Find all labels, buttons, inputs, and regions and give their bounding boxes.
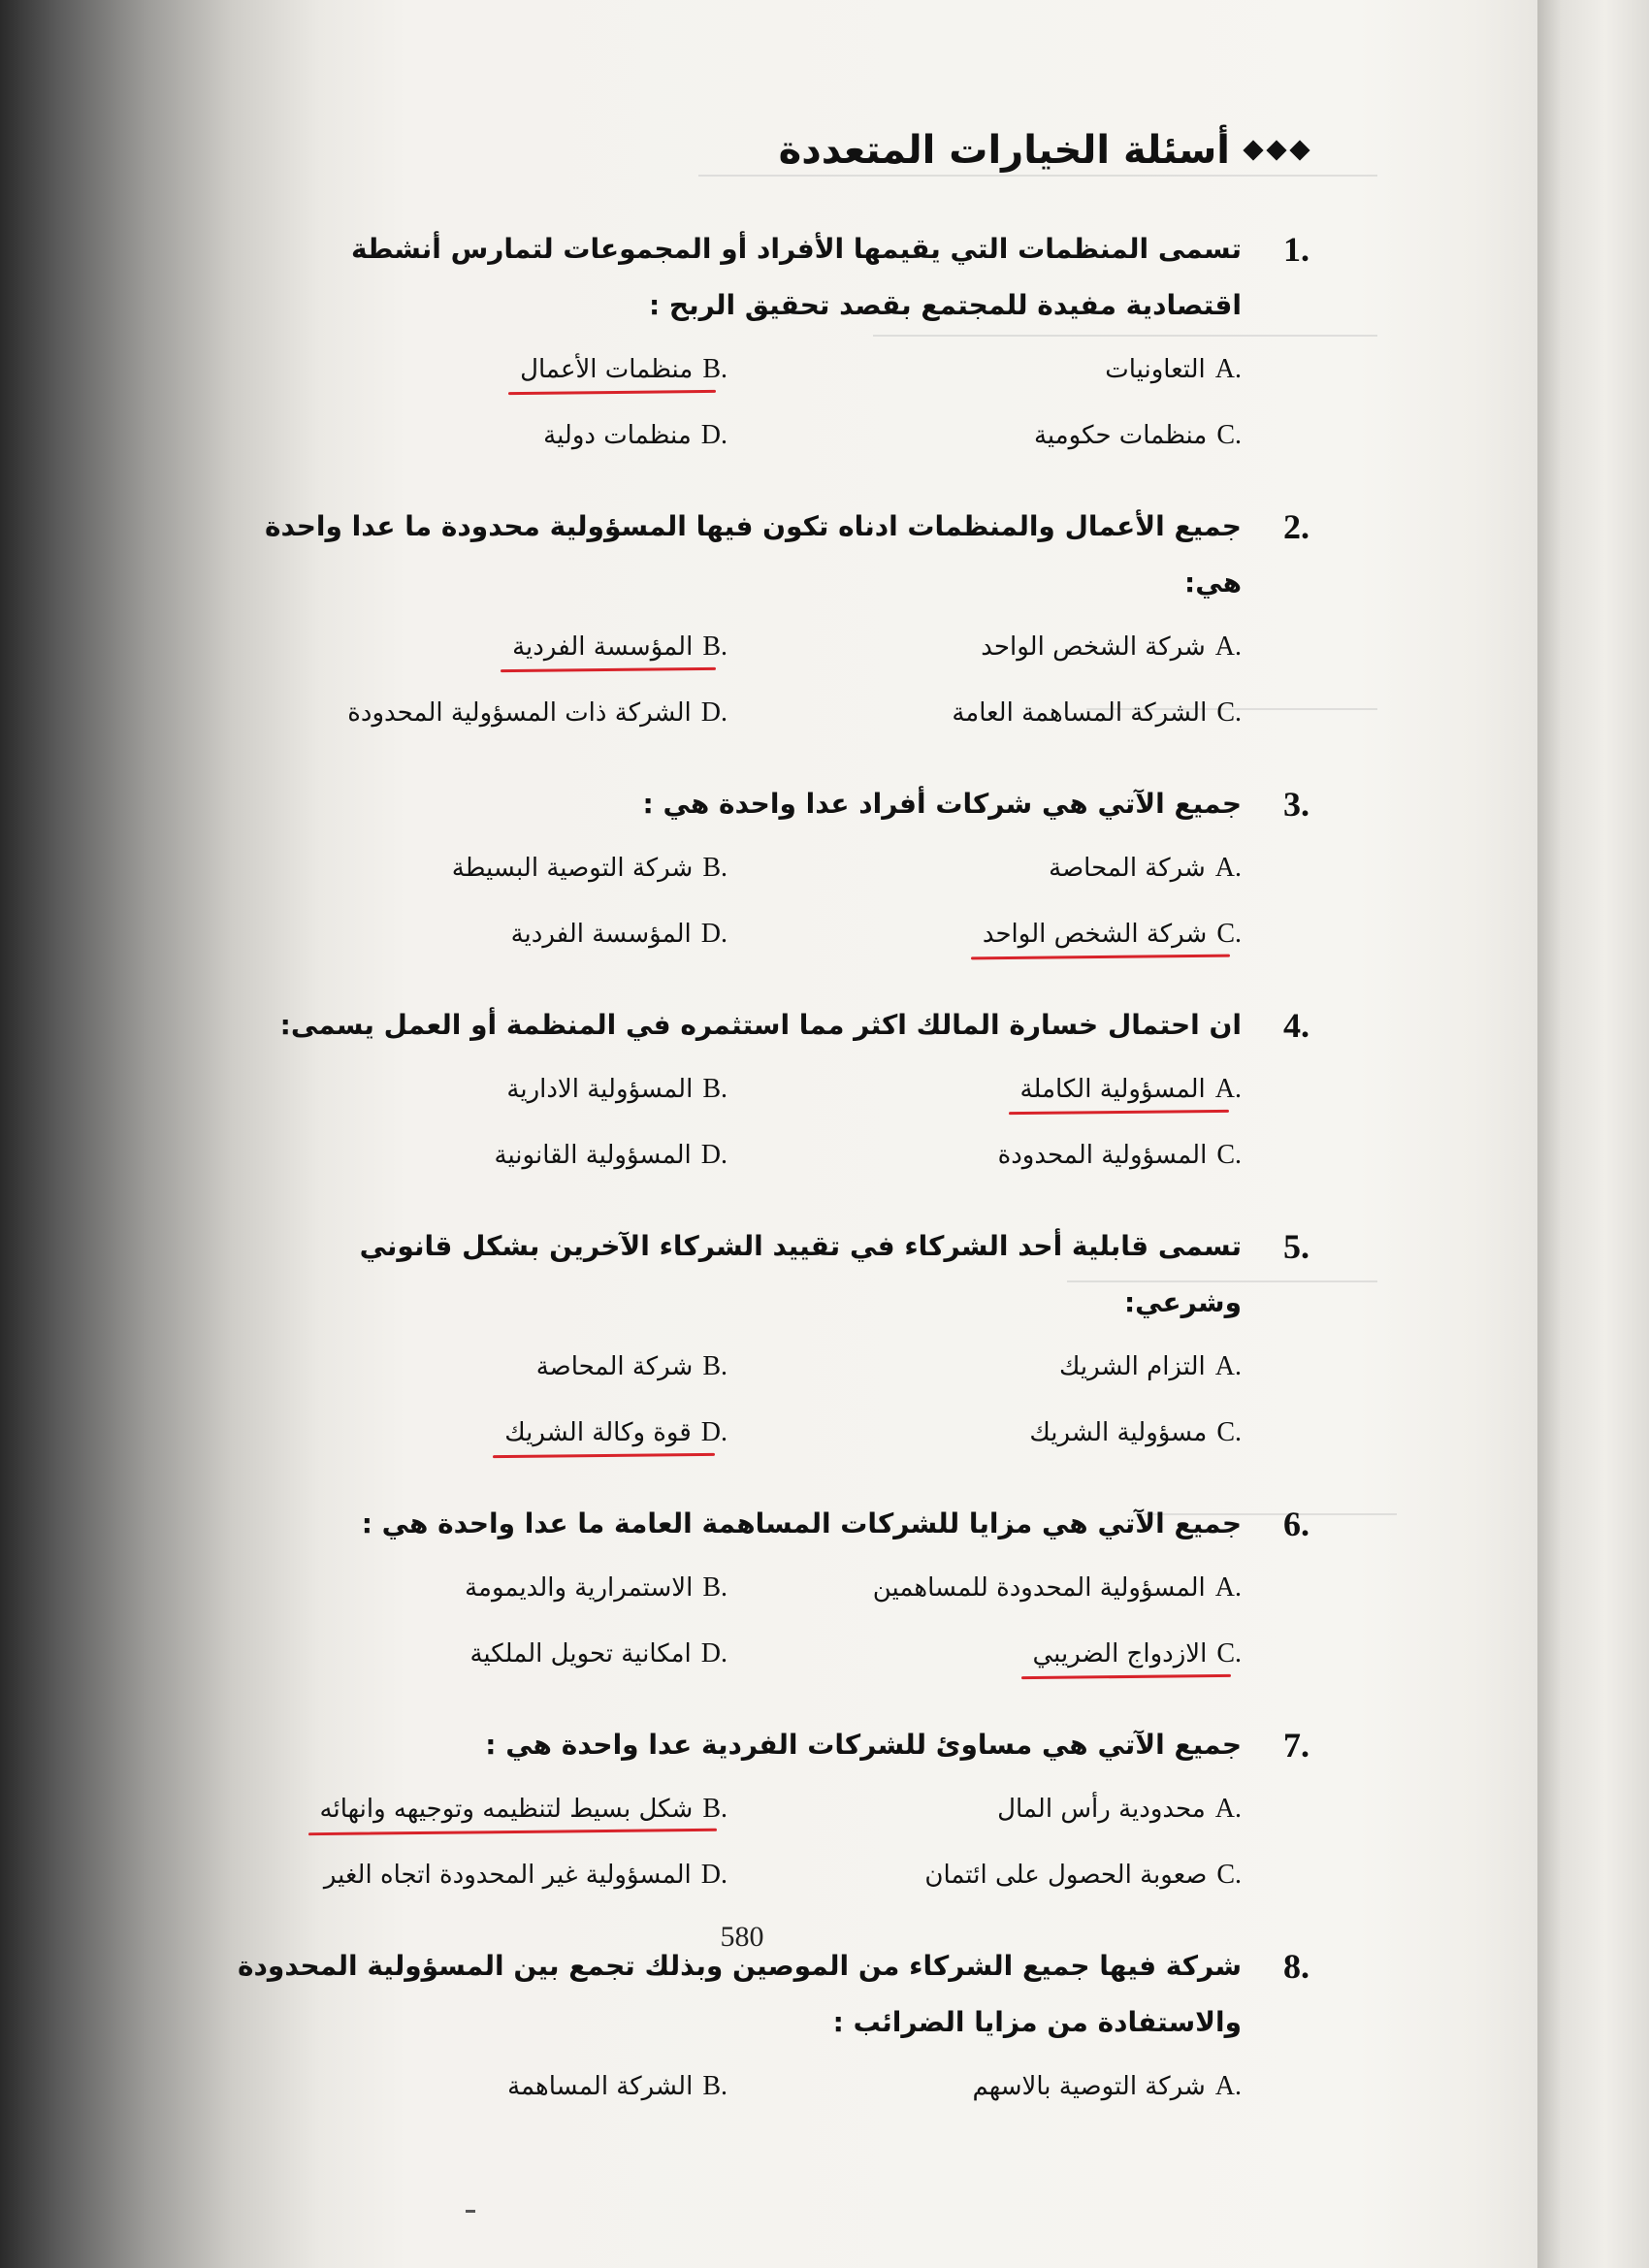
option-letter: D. xyxy=(700,1860,728,1890)
option-d xyxy=(223,906,728,962)
option-grid xyxy=(233,1560,1242,1682)
option-d xyxy=(223,407,728,464)
option-text: شركة التوصية بالاسهم xyxy=(972,2072,1206,2101)
option-letter: A. xyxy=(1214,2071,1242,2101)
option-grid xyxy=(233,1339,1242,1461)
option-grid xyxy=(233,840,1242,962)
option-a xyxy=(728,2058,1242,2115)
option-letter: A. xyxy=(1214,1074,1242,1104)
option-letter: C. xyxy=(1216,420,1242,450)
question-2 xyxy=(233,499,1310,741)
option-text: الاستمرارية والديمومة xyxy=(465,1573,694,1603)
option-text: منظمات دولية xyxy=(543,421,692,450)
question-5 xyxy=(233,1218,1310,1461)
option-a xyxy=(728,619,1242,675)
option-grid xyxy=(233,1061,1242,1183)
question-list xyxy=(233,221,1310,2115)
question-stem xyxy=(233,776,1310,832)
page-edge xyxy=(1537,0,1649,2268)
question-stem xyxy=(233,1938,1310,2051)
option-letter: C. xyxy=(1216,1638,1242,1669)
option-text: المؤسسة الفردية xyxy=(510,920,692,949)
option-b xyxy=(223,1061,728,1118)
option-letter: A. xyxy=(1214,1794,1242,1824)
option-d xyxy=(223,1847,728,1903)
option-text-underlined: منظمات الأعمال xyxy=(520,355,694,384)
page-content xyxy=(233,116,1310,2150)
question-number: 2. xyxy=(1283,507,1310,546)
option-letter: A. xyxy=(1214,1351,1242,1381)
question-6 xyxy=(233,1496,1310,1682)
option-grid xyxy=(233,341,1242,464)
option-letter: A. xyxy=(1214,1572,1242,1603)
question-text: تسمى المنظمات التي يقيمها الأفراد أو المجموعات لتمارس أنشطة اقتصادية مفيدة للمجتمع بقصد تحقيق الربح : xyxy=(350,233,1242,321)
question-number: 1. xyxy=(1283,230,1310,269)
option-b xyxy=(223,1339,728,1395)
option-text-underlined: المسؤولية الكاملة xyxy=(1019,1075,1206,1104)
section-heading xyxy=(233,116,1310,184)
option-letter: B. xyxy=(702,354,728,384)
option-d xyxy=(223,1626,728,1682)
question-stem xyxy=(233,1218,1310,1331)
option-b xyxy=(223,619,728,675)
question-number: 6. xyxy=(1283,1505,1310,1543)
option-text: شركة الشخص الواحد xyxy=(981,632,1206,662)
option-letter: A. xyxy=(1214,853,1242,883)
option-d xyxy=(223,685,728,741)
option-a xyxy=(728,1781,1242,1837)
option-letter: D. xyxy=(700,919,728,949)
option-b xyxy=(223,840,728,896)
option-letter: B. xyxy=(702,632,728,662)
option-text: الشركة المساهمة xyxy=(507,2072,694,2101)
option-c xyxy=(728,1405,1242,1461)
diamond-bullets-icon xyxy=(1244,141,1310,160)
question-text: جميع الآتي هي شركات أفراد عدا واحدة هي : xyxy=(642,788,1242,820)
option-grid xyxy=(233,1781,1242,1903)
option-b xyxy=(223,341,728,398)
option-letter: A. xyxy=(1214,632,1242,662)
option-text: الشركة ذات المسؤولية المحدودة xyxy=(347,698,692,728)
option-c xyxy=(728,1626,1242,1682)
question-text: جميع الآتي هي مزايا للشركات المساهمة العامة ما عدا واحدة هي : xyxy=(361,1507,1242,1539)
question-1 xyxy=(233,221,1310,464)
option-d xyxy=(223,1405,728,1461)
option-letter: D. xyxy=(700,1638,728,1669)
option-c xyxy=(728,407,1242,464)
option-letter: B. xyxy=(702,1074,728,1104)
option-b xyxy=(223,1781,728,1837)
option-d xyxy=(223,1127,728,1183)
question-stem xyxy=(233,997,1310,1053)
question-text: جميع الأعمال والمنظمات ادناه تكون فيها المسؤولية محدودة ما عدا واحدة هي: xyxy=(265,510,1242,599)
question-4 xyxy=(233,997,1310,1183)
scan-speck xyxy=(466,2210,475,2213)
question-text: شركة فيها جميع الشركاء من الموصين وبذلك تجمع بين المسؤولية المحدودة والاستفادة من مزايا الضرائب : xyxy=(238,1950,1242,2038)
option-letter: B. xyxy=(702,1794,728,1824)
option-text: شركة المحاصة xyxy=(1049,854,1206,883)
option-text: المسؤولية غير المحدودة اتجاه الغير xyxy=(323,1861,692,1890)
option-letter: B. xyxy=(702,2071,728,2101)
option-text: منظمات حكومية xyxy=(1033,421,1208,450)
option-letter: D. xyxy=(700,697,728,728)
option-text: محدودية رأس المال xyxy=(997,1795,1206,1824)
question-stem xyxy=(233,1496,1310,1552)
option-c xyxy=(728,685,1242,741)
question-7 xyxy=(233,1717,1310,1903)
question-number: 7. xyxy=(1283,1726,1310,1765)
question-stem xyxy=(233,1717,1310,1773)
question-text: تسمى قابلية أحد الشركاء في تقييد الشركاء الآخرين بشكل قانوني وشرعي: xyxy=(359,1230,1242,1318)
option-b xyxy=(223,2058,728,2115)
option-grid xyxy=(233,2058,1242,2115)
option-text: صعوبة الحصول على ائتمان xyxy=(924,1861,1208,1890)
option-letter: C. xyxy=(1216,1140,1242,1170)
option-text: المسؤولية القانونية xyxy=(494,1141,692,1170)
option-c xyxy=(728,1847,1242,1903)
option-c xyxy=(728,906,1242,962)
question-3 xyxy=(233,776,1310,962)
option-a xyxy=(728,1339,1242,1395)
option-c xyxy=(728,1127,1242,1183)
option-grid xyxy=(233,619,1242,741)
page-title: أسئلة الخيارات المتعددة xyxy=(778,128,1230,173)
option-text: التعاونيات xyxy=(1105,355,1206,384)
option-text: المسؤولية المحدودة للمساهمين xyxy=(872,1573,1206,1603)
question-stem xyxy=(233,221,1310,334)
question-text: ان احتمال خسارة المالك اكثر مما استثمره في المنظمة أو العمل يسمى: xyxy=(279,1009,1242,1041)
option-text-underlined: شكل بسيط لتنظيمه وتوجيهه وانهائه xyxy=(319,1795,694,1824)
option-text: امكانية تحويل الملكية xyxy=(469,1639,692,1669)
option-a xyxy=(728,341,1242,398)
option-letter: C. xyxy=(1216,919,1242,949)
option-text: شركة التوصية البسيطة xyxy=(451,854,694,883)
option-a xyxy=(728,1560,1242,1616)
question-number: 4. xyxy=(1283,1006,1310,1045)
question-text: جميع الآتي هي مساوئ للشركات الفردية عدا واحدة هي : xyxy=(485,1729,1242,1761)
option-a xyxy=(728,840,1242,896)
question-number: 5. xyxy=(1283,1227,1310,1266)
option-text-underlined: الازدواج الضريبي xyxy=(1032,1639,1208,1669)
option-text: الشركة المساهمة العامة xyxy=(952,698,1208,728)
option-letter: A. xyxy=(1214,354,1242,384)
option-text: التزام الشريك xyxy=(1059,1352,1206,1381)
option-text-underlined: المؤسسة الفردية xyxy=(512,632,694,662)
option-letter: C. xyxy=(1216,697,1242,728)
option-letter: C. xyxy=(1216,1860,1242,1890)
option-letter: C. xyxy=(1216,1417,1242,1447)
option-a xyxy=(728,1061,1242,1118)
option-letter: B. xyxy=(702,853,728,883)
question-8 xyxy=(233,1938,1310,2115)
option-letter: D. xyxy=(700,1140,728,1170)
question-number: 3. xyxy=(1283,785,1310,824)
option-text-underlined: شركة الشخص الواحد xyxy=(982,920,1208,949)
option-letter: D. xyxy=(700,1417,728,1447)
option-text-underlined: قوة وكالة الشريك xyxy=(504,1418,692,1447)
question-number: 8. xyxy=(1283,1947,1310,1986)
option-text: شركة المحاصة xyxy=(535,1352,694,1381)
question-stem xyxy=(233,499,1310,611)
option-text: المسؤولية المحدودة xyxy=(997,1141,1208,1170)
option-letter: B. xyxy=(702,1572,728,1603)
page-number: 580 xyxy=(720,1921,764,1953)
option-letter: B. xyxy=(702,1351,728,1381)
option-text: مسؤولية الشريك xyxy=(1029,1418,1208,1447)
option-text: المسؤولية الادارية xyxy=(506,1075,694,1104)
option-b xyxy=(223,1560,728,1616)
option-letter: D. xyxy=(700,420,728,450)
